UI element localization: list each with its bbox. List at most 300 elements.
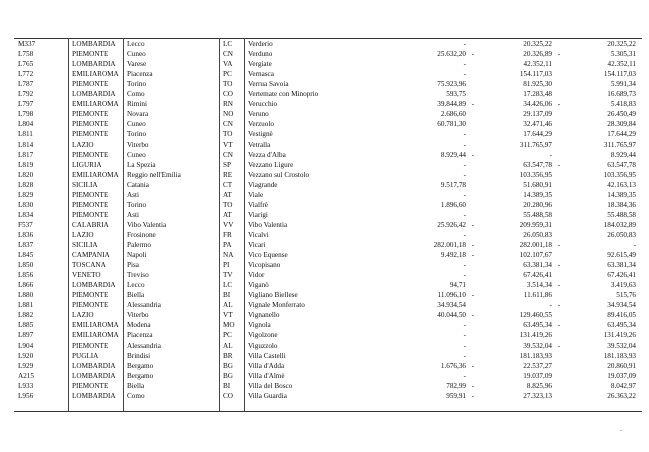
cell-prov-abbr: SP <box>223 160 231 169</box>
table-row <box>0 211 649 220</box>
cell-value-2: 19.037,09 <box>523 371 552 380</box>
cell-region: LOMBARDIA <box>72 90 116 99</box>
cell-prov-abbr: PC <box>223 70 232 79</box>
cell-region: LOMBARDIA <box>72 391 116 400</box>
cell-value-3: - <box>633 241 636 249</box>
cell-region: PIEMONTE <box>72 150 109 159</box>
table-row <box>0 171 649 180</box>
table-row <box>0 291 649 300</box>
cell-comune: Vezzano sul Crostolo <box>248 170 310 179</box>
cell-prov-abbr: VT <box>223 140 233 149</box>
column-marker: - <box>557 281 561 290</box>
cell-region: LOMBARDIA <box>72 361 116 370</box>
cell-value-3: 17.644,29 <box>607 130 636 139</box>
cell-prov-abbr: CO <box>223 90 233 99</box>
cell-value-3: 5.418,83 <box>610 100 636 109</box>
cell-code: L830 <box>18 200 34 209</box>
cell-value-3: 16.689,73 <box>607 90 636 99</box>
cell-value-1: 1.896,60 <box>440 200 466 209</box>
cell-value-1: - <box>463 230 466 239</box>
cell-code: L798 <box>18 110 34 119</box>
cell-value-3: 92.615,49 <box>607 251 636 260</box>
cell-region: PIEMONTE <box>72 200 109 209</box>
cell-code: F537 <box>18 220 33 229</box>
cell-prov-abbr: LC <box>223 40 233 48</box>
cell-code: L856 <box>18 271 34 280</box>
cell-region: SICILIA <box>72 241 98 249</box>
column-marker: - <box>557 321 561 330</box>
cell-region: EMILIAROMA <box>72 100 119 109</box>
cell-value-3: 19.037,09 <box>607 371 636 380</box>
cell-value-1: 40.044,50 <box>437 311 466 320</box>
table-row <box>0 151 649 160</box>
cell-province: Piacenza <box>127 70 153 79</box>
cell-region: PIEMONTE <box>72 120 109 129</box>
cell-code: L904 <box>18 341 34 350</box>
column-marker: - <box>471 150 475 159</box>
column-marker: - <box>557 301 561 310</box>
cell-prov-abbr: PC <box>223 331 232 340</box>
cell-value-1: - <box>463 190 466 199</box>
cell-value-2: 81.925,30 <box>523 80 552 89</box>
cell-value-2: 129.460,55 <box>519 311 552 320</box>
table-row <box>0 110 649 119</box>
cell-code: L880 <box>18 291 34 300</box>
cell-value-3: 42.163,13 <box>607 180 636 189</box>
cell-code: L933 <box>18 381 34 390</box>
cell-region: EMILIAROMA <box>72 331 119 340</box>
cell-prov-abbr: LC <box>223 281 233 290</box>
cell-comune: Vico Equense <box>248 251 288 260</box>
table-row <box>0 372 649 381</box>
cell-prov-abbr: TO <box>223 80 233 89</box>
cell-code: L882 <box>18 311 34 320</box>
cell-value-1: 2.686,60 <box>440 110 466 119</box>
cell-prov-abbr: TV <box>223 271 233 280</box>
column-marker: - <box>471 381 475 390</box>
cell-code: L837 <box>18 241 34 249</box>
cell-value-2: 42.352,11 <box>523 60 552 69</box>
table-row <box>0 271 649 280</box>
cell-province: Novara <box>127 110 149 119</box>
cell-value-3: 3.419,63 <box>610 281 636 290</box>
column-marker: - <box>471 251 475 260</box>
cell-value-3: 26.450,49 <box>607 110 636 119</box>
cell-value-2: 63.547,78 <box>523 160 552 169</box>
cell-value-2: 22.537,27 <box>523 361 552 370</box>
cell-comune: Villa d'Almè <box>248 371 285 380</box>
table-row <box>0 100 649 109</box>
cell-region: LOMBARDIA <box>72 60 116 69</box>
cell-province: Alessandria <box>127 301 161 310</box>
table-row <box>0 342 649 351</box>
cell-code: L804 <box>18 120 34 129</box>
cell-province: Piacenza <box>127 331 153 340</box>
cell-value-2: 34.426,06 <box>523 100 552 109</box>
cell-province: Asti <box>127 210 139 219</box>
cell-value-1: 282.001,18 <box>433 241 466 249</box>
cell-province: Catania <box>127 180 149 189</box>
cell-comune: Villa Guardia <box>248 391 287 400</box>
cell-comune: Vignanello <box>248 311 280 320</box>
column-marker: - <box>557 160 561 169</box>
cell-comune: Verucchio <box>248 100 278 109</box>
cell-value-1: 25.926,42 <box>437 220 466 229</box>
cell-code: L897 <box>18 331 34 340</box>
cell-region: EMILIAROMA <box>72 70 119 79</box>
cell-value-3: 131.419,26 <box>603 331 636 340</box>
cell-prov-abbr: VT <box>223 311 233 320</box>
cell-province: Torino <box>127 130 147 139</box>
cell-value-1: - <box>463 331 466 340</box>
cell-value-1: - <box>463 40 466 48</box>
cell-value-1: - <box>463 321 466 330</box>
cell-value-2: 14.389,35 <box>523 190 552 199</box>
table-row <box>0 241 649 250</box>
cell-prov-abbr: TO <box>223 130 233 139</box>
cell-value-3: 184.032,89 <box>603 220 636 229</box>
cell-code: L834 <box>18 210 34 219</box>
cell-value-1: 9.517,78 <box>440 180 466 189</box>
cell-value-2: 26.050,83 <box>523 230 552 239</box>
cell-code: L885 <box>18 321 34 330</box>
cell-province: Frosinone <box>127 230 156 239</box>
table-row <box>0 331 649 340</box>
cell-prov-abbr: NO <box>223 110 234 119</box>
cell-value-2: 102.107,67 <box>519 251 552 260</box>
cell-value-1: 782,99 <box>446 381 466 390</box>
cell-value-1: - <box>463 60 466 69</box>
table-row <box>0 70 649 79</box>
cell-prov-abbr: PI <box>223 261 230 270</box>
cell-code: M337 <box>18 40 36 48</box>
cell-value-3: 28.309,84 <box>607 120 636 129</box>
cell-code: L845 <box>18 251 34 260</box>
column-marker: - <box>471 50 475 59</box>
cell-value-3: 55.488,58 <box>607 210 636 219</box>
table-row <box>0 40 649 49</box>
column-marker: - <box>471 220 475 229</box>
cell-value-1: - <box>463 140 466 149</box>
cell-comune: Vezzano Ligure <box>248 160 294 169</box>
cell-prov-abbr: CN <box>223 50 233 59</box>
cell-region: LOMBARDIA <box>72 281 116 290</box>
cell-province: La Spezia <box>127 160 156 169</box>
cell-value-3: 14.389,35 <box>607 190 636 199</box>
cell-value-3: 26.050,83 <box>607 230 636 239</box>
table-row <box>0 362 649 371</box>
table-row <box>0 80 649 89</box>
cell-value-1: 9.492,18 <box>440 251 466 260</box>
cell-prov-abbr: RE <box>223 170 233 179</box>
cell-region: EMILIAROMA <box>72 321 119 330</box>
cell-region: LIGURIA <box>72 160 102 169</box>
table-row <box>0 90 649 99</box>
cell-comune: Vestignè <box>248 130 273 139</box>
cell-region: CAMPANIA <box>72 251 110 260</box>
cell-value-2: 51.680,91 <box>523 180 552 189</box>
cell-code: L792 <box>18 90 34 99</box>
cell-comune: Viale <box>248 190 264 199</box>
column-marker: - <box>557 261 561 270</box>
cell-comune: Vertemate con Minoprio <box>248 90 319 99</box>
cell-code: L956 <box>18 391 34 400</box>
cell-comune: Verzuolo <box>248 120 274 129</box>
cell-value-1: - <box>463 170 466 179</box>
cell-region: SICILIA <box>72 180 98 189</box>
cell-code: L797 <box>18 100 34 109</box>
table-row <box>0 181 649 190</box>
cell-value-1: 39.844,89 <box>437 100 466 109</box>
cell-region: PUGLIA <box>72 351 99 360</box>
cell-value-1: 8.929,44 <box>440 150 466 159</box>
table-row <box>0 321 649 330</box>
cell-value-2: 311.765,97 <box>519 140 552 149</box>
cell-value-1: - <box>463 351 466 360</box>
table-row <box>0 120 649 129</box>
cell-region: EMILIAROMA <box>72 170 119 179</box>
cell-prov-abbr: VV <box>223 220 234 229</box>
cell-value-2: 63.381,34 <box>523 261 552 270</box>
cell-value-3: 18.384,36 <box>607 200 636 209</box>
cell-province: Biella <box>127 381 145 390</box>
cell-value-3: 103.356,95 <box>603 170 636 179</box>
cell-region: LOMBARDIA <box>72 371 116 380</box>
cell-prov-abbr: AL <box>223 341 233 350</box>
cell-province: Reggio nell'Emilia <box>127 170 181 179</box>
table-row <box>0 221 649 230</box>
cell-value-2: 20.326,89 <box>523 50 552 59</box>
cell-code: L929 <box>18 361 34 370</box>
cell-value-3: 34.934,54 <box>607 301 636 310</box>
cell-province: Bergamo <box>127 361 154 370</box>
cell-comune: Veruno <box>248 110 269 119</box>
cell-value-2: 27.323,13 <box>523 391 552 400</box>
cell-value-3: 8.929,44 <box>610 150 636 159</box>
cell-comune: Vicari <box>248 241 266 249</box>
cell-value-2: 103.356,95 <box>519 170 552 179</box>
table-row <box>0 392 649 401</box>
cell-value-3: 20.325,22 <box>607 40 636 48</box>
cell-province: Bergamo <box>127 371 154 380</box>
cell-region: PIEMONTE <box>72 110 109 119</box>
cell-value-2: 55.488,58 <box>523 210 552 219</box>
cell-code: L814 <box>18 140 34 149</box>
trailing-mark: . <box>620 424 622 433</box>
cell-prov-abbr: CT <box>223 180 233 189</box>
cell-value-1: - <box>463 341 466 350</box>
cell-value-2: - <box>549 150 552 159</box>
cell-province: Napoli <box>127 251 147 260</box>
column-marker: - <box>557 341 561 350</box>
cell-value-1: - <box>463 70 466 79</box>
column-marker: - <box>471 291 475 300</box>
cell-code: L866 <box>18 281 34 290</box>
cell-province: Varese <box>127 60 147 69</box>
table-row <box>0 191 649 200</box>
cell-value-3: 181.183,93 <box>603 351 636 360</box>
cell-value-3: 42.352,11 <box>607 60 636 69</box>
cell-prov-abbr: CN <box>223 120 233 129</box>
cell-comune: Verduno <box>248 50 273 59</box>
cell-province: Como <box>127 90 145 99</box>
cell-comune: Villa del Bosco <box>248 381 293 390</box>
cell-province: Cuneo <box>127 120 146 129</box>
cell-value-3: 67.426,41 <box>607 271 636 280</box>
cell-comune: Vigliano Biellese <box>248 291 298 300</box>
cell-value-2: 20.325,22 <box>523 40 552 48</box>
table-bottom-rule <box>14 411 642 412</box>
cell-code: A215 <box>18 371 34 380</box>
cell-prov-abbr: BR <box>223 351 233 360</box>
cell-comune: Vetralla <box>248 140 271 149</box>
cell-province: Asti <box>127 190 139 199</box>
table-row <box>0 130 649 139</box>
table-row <box>0 352 649 361</box>
cell-comune: Vignale Monferrato <box>248 301 305 310</box>
cell-value-3: 26.363,22 <box>607 391 636 400</box>
table-row <box>0 141 649 150</box>
cell-value-1: - <box>463 210 466 219</box>
column-marker: - <box>471 311 475 320</box>
cell-value-3: 63.495,34 <box>607 321 636 330</box>
cell-region: PIEMONTE <box>72 80 109 89</box>
cell-prov-abbr: RN <box>223 100 233 109</box>
cell-province: Treviso <box>127 271 149 280</box>
cell-value-1: 1.676,36 <box>440 361 466 370</box>
cell-comune: Viguzzolo <box>248 341 278 350</box>
column-marker: - <box>471 361 475 370</box>
cell-province: Viterbo <box>127 140 149 149</box>
cell-value-3: 5.991,34 <box>610 80 636 89</box>
column-marker: - <box>471 100 475 109</box>
cell-region: VENETO <box>72 271 101 280</box>
cell-code: L765 <box>18 60 34 69</box>
column-marker: - <box>557 50 561 59</box>
cell-province: Biella <box>127 291 145 300</box>
cell-province: Brindisi <box>127 351 151 360</box>
cell-value-3: 63.547,78 <box>607 160 636 169</box>
column-marker: - <box>557 241 561 249</box>
cell-value-2: 39.532,04 <box>523 341 552 350</box>
cell-value-1: 11.096,10 <box>437 291 466 300</box>
cell-province: Lecco <box>127 40 145 48</box>
cell-comune: Vibo Valentia <box>248 220 288 229</box>
cell-value-1: 593,75 <box>446 90 466 99</box>
cell-prov-abbr: AL <box>223 301 233 310</box>
cell-region: CALABRIA <box>72 220 109 229</box>
cell-province: Torino <box>127 80 147 89</box>
cell-value-1: 94,71 <box>449 281 466 290</box>
table-row <box>0 60 649 69</box>
cell-region: LAZIO <box>72 311 94 320</box>
cell-code: L828 <box>18 180 34 189</box>
cell-value-1: 75.923,96 <box>437 80 466 89</box>
cell-value-1: - <box>463 371 466 380</box>
cell-prov-abbr: MO <box>223 321 235 330</box>
cell-value-2: 63.495,34 <box>523 321 552 330</box>
cell-value-3: 154.117,03 <box>603 70 636 79</box>
cell-province: Cuneo <box>127 50 146 59</box>
table-row <box>0 301 649 310</box>
cell-value-3: 20.860,91 <box>607 361 636 370</box>
cell-value-3: 63.381,34 <box>607 261 636 270</box>
cell-region: LOMBARDIA <box>72 40 116 48</box>
cell-comune: Vigolzone <box>248 331 278 340</box>
cell-prov-abbr: CN <box>223 150 233 159</box>
cell-province: Cuneo <box>127 150 146 159</box>
table-row <box>0 251 649 260</box>
cell-value-1: 25.632,20 <box>437 50 466 59</box>
cell-value-2: 11.611,86 <box>523 291 552 300</box>
cell-value-1: - <box>463 261 466 270</box>
cell-value-1: 60.781,30 <box>437 120 466 129</box>
cell-province: Como <box>127 391 145 400</box>
cell-value-2: 3.514,34 <box>526 281 552 290</box>
cell-region: LAZIO <box>72 140 94 149</box>
cell-region: PIEMONTE <box>72 301 109 310</box>
cell-value-1: 959,91 <box>446 391 466 400</box>
cell-value-2: 29.137,09 <box>523 110 552 119</box>
column-marker: - <box>471 241 475 249</box>
cell-code: L772 <box>18 70 34 79</box>
cell-region: PIEMONTE <box>72 341 109 350</box>
cell-comune: Verrua Savoia <box>248 80 289 89</box>
cell-prov-abbr: BG <box>223 361 233 370</box>
cell-prov-abbr: CO <box>223 391 233 400</box>
cell-province: Pisa <box>127 261 139 270</box>
cell-value-2: 17.644,29 <box>523 130 552 139</box>
cell-code: L758 <box>18 50 34 59</box>
cell-value-3: 8.042,97 <box>610 381 636 390</box>
cell-region: PIEMONTE <box>72 190 109 199</box>
cell-code: L819 <box>18 160 34 169</box>
cell-prov-abbr: PA <box>223 241 232 249</box>
cell-comune: Villa d'Adda <box>248 361 285 370</box>
cell-value-3: 311.765,97 <box>603 140 636 149</box>
cell-region: PIEMONTE <box>72 50 109 59</box>
cell-comune: Viagrande <box>248 180 278 189</box>
table-row <box>0 281 649 290</box>
cell-comune: Viarigi <box>248 210 268 219</box>
cell-comune: Vialfrè <box>248 200 268 209</box>
cell-prov-abbr: VA <box>223 60 233 69</box>
cell-value-2: 282.001,18 <box>519 241 552 249</box>
cell-value-2: - <box>549 301 552 310</box>
column-marker: - <box>471 391 475 400</box>
cell-code: L787 <box>18 80 34 89</box>
table-row <box>0 382 649 391</box>
table-row <box>0 311 649 320</box>
cell-province: Rimini <box>127 100 147 109</box>
cell-value-2: 131.419,26 <box>519 331 552 340</box>
table-row <box>0 50 649 59</box>
cell-value-2: 209.959,31 <box>519 220 552 229</box>
cell-comune: Vidor <box>248 271 265 280</box>
cell-comune: Vezza d'Alba <box>248 150 286 159</box>
cell-value-2: 20.280,96 <box>523 200 552 209</box>
cell-comune: Verderio <box>248 40 273 48</box>
cell-value-2: 8.825,96 <box>526 381 552 390</box>
cell-value-3: 5.305,31 <box>610 50 636 59</box>
cell-code: L920 <box>18 351 34 360</box>
cell-value-3: 39.532,04 <box>607 341 636 350</box>
cell-province: Lecco <box>127 281 145 290</box>
cell-value-1: - <box>463 130 466 139</box>
table-row <box>0 261 649 270</box>
cell-code: L817 <box>18 150 34 159</box>
cell-province: Modena <box>127 321 151 330</box>
